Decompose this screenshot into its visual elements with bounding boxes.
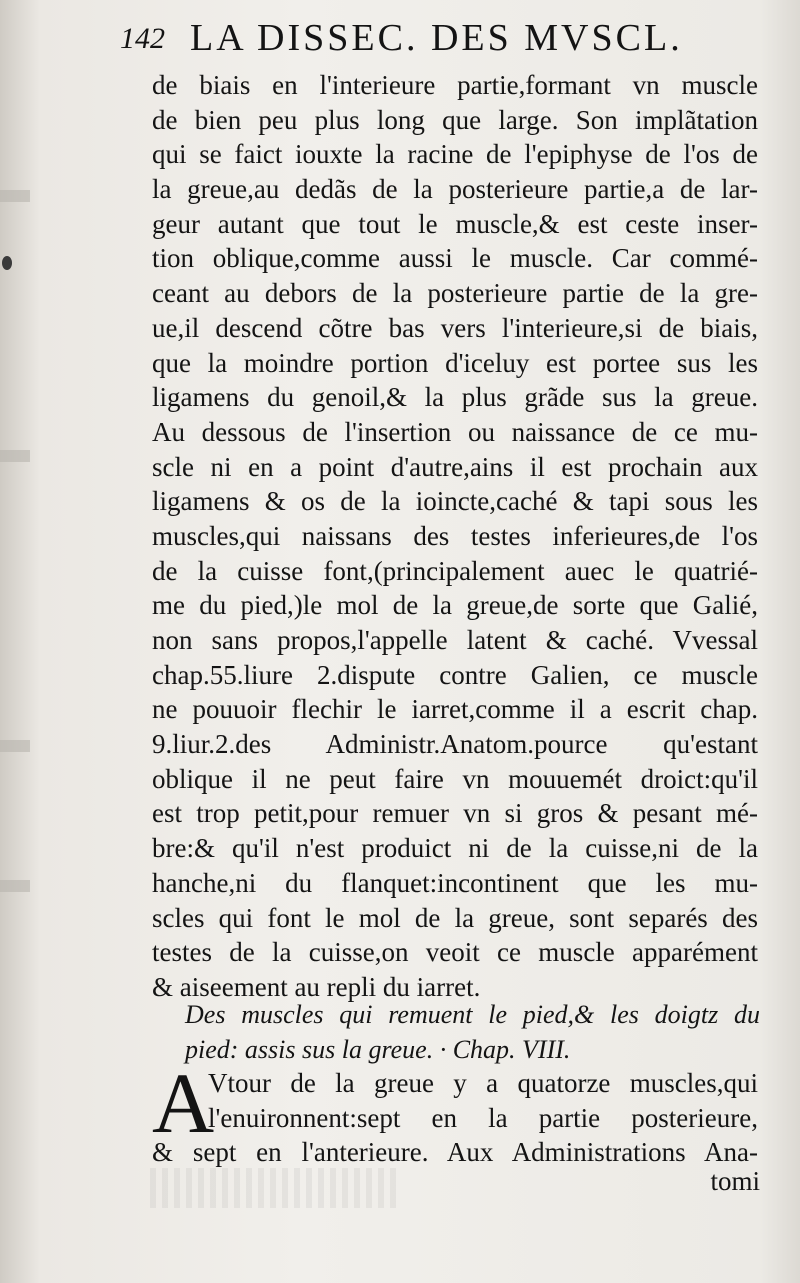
text-line: oblique il ne peut faire vn mouuemét droict:qu'il	[152, 763, 758, 794]
chapter-heading-line: Des muscles qui remuent le pied,& les doigtz du	[185, 1000, 760, 1029]
catchword: tomi	[710, 1166, 760, 1196]
body-text	[152, 68, 758, 1005]
show-through-text	[150, 1168, 400, 1208]
text-line: qui se faict iouxte la racine de l'epiphyse de l'os de	[152, 139, 758, 170]
text-line: ne pouuoir flechir le iarret,comme il a escrit chap.	[152, 694, 758, 725]
text-line: muscles,qui naissans des testes inferieures,de l'os	[152, 520, 758, 551]
chapter-heading	[185, 998, 760, 1067]
text-line: ligamens du genoil,& la plus grãde sus la greue.	[152, 382, 758, 413]
text-line: tion oblique,comme aussi le muscle. Car commé-	[152, 243, 758, 274]
chapter-heading-line: pied: assis sus la greue. · Chap. VIII.	[185, 1034, 571, 1064]
text-line: ceant au debors de la posterieure partie de la gre-	[152, 278, 758, 309]
text-line: scle ni en a point d'autre,ains il est prochain aux	[152, 451, 758, 482]
show-through-mark	[0, 880, 30, 892]
text-line: bre:& qu'il n'est produict ni de la cuisse,ni de la	[152, 833, 758, 864]
text-line: testes de la cuisse,on veoit ce muscle apparément	[152, 937, 758, 968]
text-line: geur autant que tout le muscle,& est ceste inser-	[152, 208, 758, 239]
section-line: & sept en l'anterieure. Aux Administrations Ana-	[152, 1137, 758, 1168]
text-line: Au dessous de l'insertion ou naissance de ce mu-	[152, 416, 758, 447]
text-line: ue,il descend cõtre bas vers l'interieure,si de biais,	[152, 312, 758, 343]
drop-cap: A	[152, 1055, 215, 1151]
running-title: LA DISSEC. DES MVSCL.	[190, 17, 683, 59]
show-through-mark	[0, 450, 30, 462]
text-line: de biais en l'interieure partie,formant vn muscle	[152, 70, 758, 100]
page-number: 142	[120, 22, 165, 55]
text-line: de la cuisse font,(principalement auec le quatrié-	[152, 555, 758, 586]
text-line: scles qui font le mol de la greue, sont separés des	[152, 902, 758, 933]
text-line: non sans propos,l'appelle latent & caché. Vvessal	[152, 625, 758, 655]
section-line: Vtour de la greue y a quatorze muscles,qui	[208, 1068, 758, 1098]
text-line: est trop petit,pour remuer vn si gros & pesant mé-	[152, 798, 758, 829]
page-header	[120, 14, 710, 58]
text-line: & aiseement au repli du iarret.	[152, 971, 481, 1002]
text-line: que la moindre portion d'iceluy est portee sus les	[152, 347, 758, 378]
show-through-mark	[0, 190, 30, 202]
text-line: 9.liur.2.des Administr.Anatom.pource qu'estant	[152, 729, 758, 760]
text-line: hanche,ni du flanquet:incontinent que les mu-	[152, 867, 758, 898]
section-line: l'enuironnent:sept en la partie posterieure,	[208, 1102, 758, 1133]
text-line: me du pied,)le mol de la greue,de sorte que Galié,	[152, 590, 758, 621]
text-line: chap.55.liure 2.dispute contre Galien, ce muscle	[152, 659, 758, 690]
chapter-section	[152, 1055, 758, 1170]
text-line: de bien peu plus long que large. Son implãtation	[152, 104, 758, 135]
show-through-mark	[0, 740, 30, 752]
ink-spot	[2, 256, 12, 270]
text-line: la greue,au dedãs de la posterieure partie,a de lar-	[152, 174, 758, 205]
text-line: ligamens & os de la ioincte,caché & tapi sous les	[152, 486, 758, 517]
